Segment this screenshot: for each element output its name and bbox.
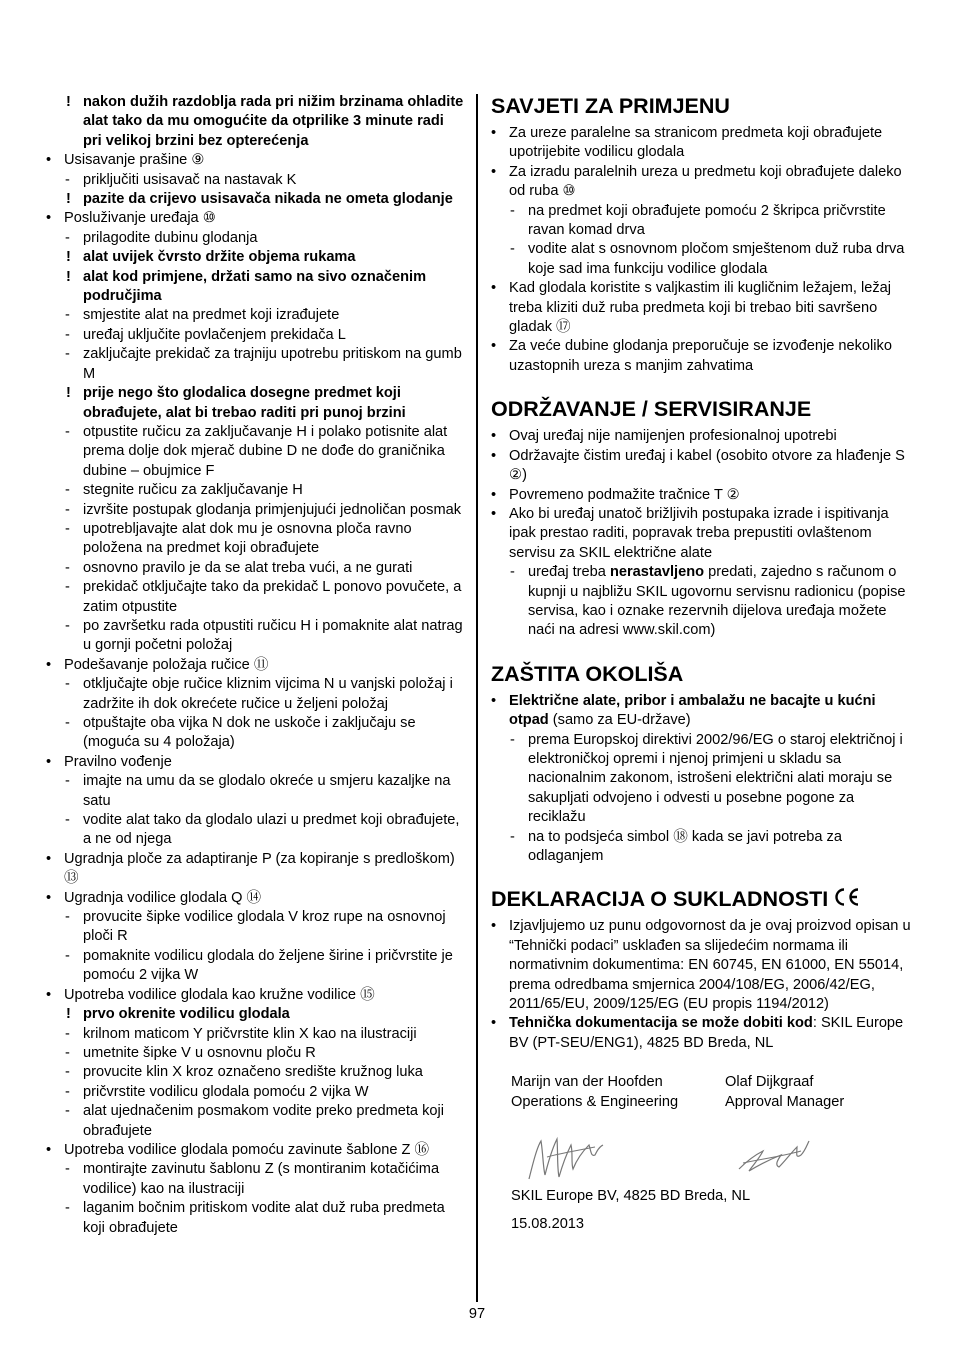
list-item (46, 209, 466, 228)
list-item-text: Usisavanje prašine ⑨ (64, 152, 205, 169)
signer-2-title: Approval Manager (725, 1093, 845, 1110)
bullet-marker (46, 889, 51, 908)
dash-marker (65, 229, 70, 248)
list-item-text: alat uvijek čvrsto držite objema rukama (83, 249, 356, 266)
list-item (46, 1025, 466, 1044)
list-item (46, 753, 466, 772)
list-item-text: Za ureze paralelne sa stranicom predmeta koji obrađujete upotrijebite vodilicu glodala (509, 125, 883, 161)
signer-1-title: Operations & Engineering (511, 1093, 679, 1110)
bang-marker (66, 248, 71, 267)
list-item (46, 675, 466, 714)
list-item (46, 345, 466, 384)
bullet-marker (491, 337, 496, 356)
bullet-marker (46, 209, 51, 228)
dash-marker (510, 563, 515, 582)
dash-marker (65, 423, 70, 442)
dash-marker (65, 811, 70, 830)
list-item-text: provucite šipke vodilice glodala V kroz rupe na osnovnoj ploči R (83, 909, 446, 945)
signer-2-name: Olaf Dijkgraaf (725, 1074, 814, 1091)
list-item (46, 714, 466, 753)
bold-phrase: Električne alate, pribor i ambalažu ne bacajte u kućni otpad (509, 692, 876, 729)
bullet-marker (491, 163, 496, 182)
right-column (491, 93, 911, 1253)
list-item-text: na predmet koji obrađujete pomoću 2 škripca pričvrstite ravan komad drva (528, 202, 886, 239)
heading-savjeti: SAVJETI ZA PRIMJENU (491, 94, 730, 118)
list-item (491, 337, 911, 376)
dash-marker (65, 1102, 70, 1121)
company-address: SKIL Europe BV, 4825 BD Breda, NL (511, 1188, 751, 1205)
signer-1-name: Marijn van der Hoofden (511, 1074, 663, 1091)
ce-mark-icon (832, 887, 860, 907)
list-item-text: prije nego što glodalica dosegne predmet koji obrađujete, alat bi trebao raditi pri punoj brzini (83, 385, 406, 421)
bullet-marker (46, 656, 51, 675)
list-item-text: zaključajte prekidač za trajniju upotrebu pritiskom na gumb M (83, 346, 462, 382)
dash-marker (510, 828, 515, 847)
dash-marker (65, 578, 70, 597)
bullet-marker (491, 486, 496, 505)
left-column (46, 93, 466, 1238)
list-item-text: vodite alat s osnovnom pločom smještenom duž ruba drva koje sad ima funkciju vodilice glodala (528, 241, 905, 277)
list-item-text: pričvrstite vodilicu glodala pomoću 2 vijka W (83, 1083, 369, 1100)
list-item-text: alat ujednačenim posmakom vodite preko predmeta koji obrađujete (83, 1103, 444, 1139)
dash-marker (65, 1160, 70, 1179)
dash-marker (65, 501, 70, 520)
list-item-text: upotrebljavajte alat dok mu je osnovna ploča ravno položena na predmet koji obrađujete (83, 520, 412, 557)
list-item-text: Održavajte čistim uređaj i kabel (osobito otvore za hlađenje S ②) (509, 447, 905, 484)
list-item-text: prilagodite dubinu glodanja (83, 229, 258, 246)
list-item (491, 240, 911, 279)
list-item-text: uređaj uključite povlačenjem prekidača L (83, 326, 346, 343)
list-item: • Tehnička dokumentacija se može dobiti kod: SKIL Europe BV (PT-SEU/ENG1), 4825 BD Breda, NL (491, 1014, 911, 1053)
dash-marker (65, 481, 70, 500)
bullet-marker (46, 753, 51, 772)
dash-marker (65, 617, 70, 636)
list-item (46, 889, 466, 908)
list-item (491, 427, 911, 446)
list-item (46, 171, 466, 190)
list-item (46, 248, 466, 267)
bang-marker (66, 268, 71, 287)
bullet-marker (491, 1014, 496, 1033)
list-item (46, 617, 466, 656)
list-item-text: provucite klin X kroz označeno središte kružnog luka (83, 1064, 423, 1081)
list-item-text: Ako bi uređaj unatoč brižljivih postupaka izrade i ispitivanja ipak prestao raditi, popravak treba prepustiti ovlaštenom servisu za SKIL električne alate (509, 505, 889, 561)
bold-phrase: nerastavljeno (609, 564, 705, 581)
bold-phrase: Tehnička dokumentacija se može dobiti kod (509, 1015, 813, 1032)
list-item (491, 279, 911, 337)
list-item-text: nakon dužih razdoblja rada pri nižim brzinama ohladite alat tako da mu omogućite da otprilike 3 minute radi pri velikoj brzini bez opterećenja (83, 94, 464, 149)
list-item (491, 163, 911, 202)
list-item: • Električne alate, pribor i ambalažu ne bacajte u kućni otpad (samo za EU-države) (491, 692, 911, 731)
list-item (46, 268, 466, 307)
dash-marker (65, 520, 70, 539)
list-item-text: Upotreba vodilice glodala kao kružne vodilice ⑮ (64, 986, 375, 1003)
list-item-text: Ovaj uređaj nije namijenjen profesionalnoj upotrebi (509, 428, 837, 445)
list-item-text: Za izradu paralelnih ureza u predmetu koji obrađujete daleko od ruba ⑩ (509, 163, 902, 200)
declaration-date: 15.08.2013 (511, 1216, 585, 1233)
list-item-text: imajte na umu da se glodalo okreće u smjeru kazaljke na satu (83, 773, 451, 809)
list-item-text: osnovno pravilo je da se alat treba vući, a ne gurati (83, 559, 413, 576)
list-item-text: Upotreba vodilice glodala pomoću zavinute šablone Z ⑯ (64, 1141, 430, 1158)
dash-marker (65, 1044, 70, 1063)
list-item (491, 731, 911, 828)
dash-marker (65, 345, 70, 364)
list-item-text: Kad glodala koristite s valjkastim ili kugličnim ležajem, ležaj treba kliziti duž ruba predmeta koji bi trebao biti savršeno gladak ⑰ (509, 280, 892, 336)
dash-marker (65, 675, 70, 694)
dash-marker (65, 326, 70, 345)
list-item (491, 124, 911, 163)
list-item (46, 384, 466, 423)
list-item-text: prvo okrenite vodilicu glodala (83, 1006, 290, 1023)
list-item (46, 501, 466, 520)
bullet-marker (491, 692, 496, 711)
dash-marker (65, 559, 70, 578)
list-item (46, 306, 466, 325)
list-item (46, 520, 466, 559)
savjeti-list (491, 124, 911, 376)
list-item-text: otpuštajte oba vijka N dok ne uskoče i zaključaju se (moguća su 4 položaja) (83, 715, 416, 751)
list-item (491, 828, 911, 867)
dash-marker (510, 202, 515, 221)
signature-1-image (525, 1133, 605, 1185)
list-item (46, 1044, 466, 1063)
list-item-text: alat kod primjene, držati samo na sivo označenim područjima (83, 268, 427, 305)
dash-marker (65, 306, 70, 325)
list-item (491, 505, 911, 563)
list-item-text: Pravilno vođenje (64, 753, 172, 770)
dash-marker (65, 714, 70, 733)
list-item-text: po završetku rada otpustiti ručicu H i pomaknite alat natrag u gornji početni položaj (83, 617, 463, 654)
dash-marker (65, 1025, 70, 1044)
list-item (46, 93, 466, 151)
list-item-text: laganim bočnim pritiskom vodite alat duž ruba predmeta koji obrađujete (83, 1200, 445, 1236)
list-item-text: Povremeno podmažite tračnice T ② (509, 486, 740, 503)
dash-marker (65, 947, 70, 966)
heading-zastita: ZAŠTITA OKOLIŠA (491, 661, 684, 686)
list-item-text: Ugradnja vodilice glodala Q ⑭ (64, 889, 262, 906)
heading-deklaracija: DEKLARACIJA O SUKLADNOSTI (491, 886, 911, 912)
dash-marker (65, 772, 70, 791)
signer-1 (511, 1073, 711, 1112)
list-item (46, 1063, 466, 1082)
bullet-marker (491, 427, 496, 446)
list-item (46, 229, 466, 248)
dash-marker (65, 1063, 70, 1082)
list-item (46, 1005, 466, 1024)
list-item (46, 1199, 466, 1238)
dash-marker (510, 731, 515, 750)
list-item (46, 811, 466, 850)
list-item (46, 1141, 466, 1160)
list-item-text: vodite alat tako da glodalo ulazi u predmet koji obrađujete, a ne od njega (83, 812, 460, 848)
dash-marker (65, 908, 70, 927)
page-number: 97 (468, 1306, 486, 1322)
list-item-text: izvršite postupak glodanja primjenjujući jednoličan posmak (83, 501, 462, 518)
odrzavanje-list (491, 427, 911, 563)
bang-marker (66, 384, 71, 403)
list-item (46, 1160, 466, 1199)
list-item-text: prekidač otključajte tako da prekidač L ponovo povučete, a zatim otpustite (83, 579, 462, 615)
list-item-text: krilnom maticom Y pričvrstite klin X kao na ilustraciji (83, 1025, 417, 1042)
list-item-text: prema Europskoj direktivi 2002/96/EG o staroj električnoj i elektroničkoj opremi i njenoj primjeni u skladu sa nacionalnim zakonom, istrošeni električni alati moraju se sakupljati odvojeno i odvesti u posebne pogone za reciklažu (528, 731, 903, 826)
list-item: - uređaj treba nerastavljeno predati, zajedno s računom o kupnji u najbližu SKIL ugovornu servisnu radionicu (popise servisa, kao i oznake rezervnih dijelova uređaja možete naći na adresi www.skil.com) (491, 563, 911, 641)
bullet-marker (46, 850, 51, 869)
list-item-text: Ugradnja ploče za adaptiranje P (za kopiranje s predloškom) ⑬ (64, 850, 455, 887)
bang-marker (66, 93, 71, 112)
list-item-text: otključajte obje ručice kliznim vijcima N u vanjski položaj i zadržite ih dok okrećete ručice u željeni položaj (83, 676, 453, 712)
list-item (46, 947, 466, 986)
list-item-text: stegnite ručicu za zaključavanje H (83, 482, 303, 499)
list-item (46, 423, 466, 481)
list-item-text: Podešavanje položaja ručice ⑪ (64, 656, 269, 673)
list-item-text: umetnite šipke V u osnovnu ploču R (83, 1044, 316, 1061)
column-divider (476, 94, 478, 1302)
dash-marker (510, 240, 515, 259)
bullet-marker (491, 447, 496, 466)
list-item-text: pazite da crijevo usisavača nikada ne ometa glodanje (83, 191, 453, 208)
zastita-list (491, 731, 911, 867)
bullet-marker (46, 986, 51, 1005)
list-item-text: pomaknite vodilicu glodala do željene širine i pričvrstite je pomoću 2 vijka W (83, 947, 453, 984)
list-item-text: Posluživanje uređaja ⑩ (64, 210, 216, 227)
bullet-marker (491, 917, 496, 936)
list-item (46, 481, 466, 500)
list-item-text: otpustite ručicu za zaključavanje H i polako potisnite alat prema dolje dok mjerač dubine D ne dođe do graničnika dubine – obujmice F (83, 423, 448, 479)
bullet-marker (46, 151, 51, 170)
bang-marker (66, 190, 71, 209)
signature-2-image (735, 1133, 813, 1177)
list-item (46, 1102, 466, 1141)
list-item (46, 656, 466, 675)
list-item (491, 447, 911, 486)
bullet-marker (491, 279, 496, 298)
signer-2 (725, 1073, 925, 1112)
bullet-marker (491, 124, 496, 143)
list-item (46, 326, 466, 345)
dash-marker (65, 1199, 70, 1218)
list-item (46, 986, 466, 1005)
dash-marker (65, 1083, 70, 1102)
bullet-marker (491, 505, 496, 524)
bullet-marker (46, 1141, 51, 1160)
list-item-text: montirajte zavinutu šablonu Z (s montiranim kotačićima vodilice) kao na ilustraciji (83, 1161, 440, 1197)
list-item: • Izjavljujemo uz punu odgovornost da je ovaj proizvod opisan u “Tehnički podaci” usklađen sa slijedećim normama ili normativnim dokumentima: EN 60745, EN 61000, EN 55014, prema odredbama smjernica 2004/108/EG, 2006/42/EG, 2011/65/EU, 2009/125/EG (EU propis 1194/2012) (491, 917, 911, 1014)
list-item (46, 772, 466, 811)
signature-block (491, 1073, 911, 1253)
list-item-text: na to podsjeća simbol ⑱ kada se javi potreba za odlaganjem (528, 828, 842, 864)
list-item (46, 559, 466, 578)
list-item (46, 190, 466, 209)
list-item (46, 850, 466, 889)
list-item-text: Za veće dubine glodanja preporučuje se izvođenje nekoliko uzastopnih ureza s manjim zahvatima (509, 338, 892, 374)
list-item (46, 151, 466, 170)
bang-marker (66, 1005, 71, 1024)
list-item-text: priključiti usisavač na nastavak K (83, 171, 297, 188)
list-item (46, 578, 466, 617)
list-item (46, 1083, 466, 1102)
list-item-text: smjestite alat na predmet koji izrađujete (83, 307, 340, 324)
list-item (491, 202, 911, 241)
list-item (491, 486, 911, 505)
list-item (46, 908, 466, 947)
heading-odrzavanje: ODRŽAVANJE / SERVISIRANJE (491, 397, 812, 422)
dash-marker (65, 171, 70, 190)
